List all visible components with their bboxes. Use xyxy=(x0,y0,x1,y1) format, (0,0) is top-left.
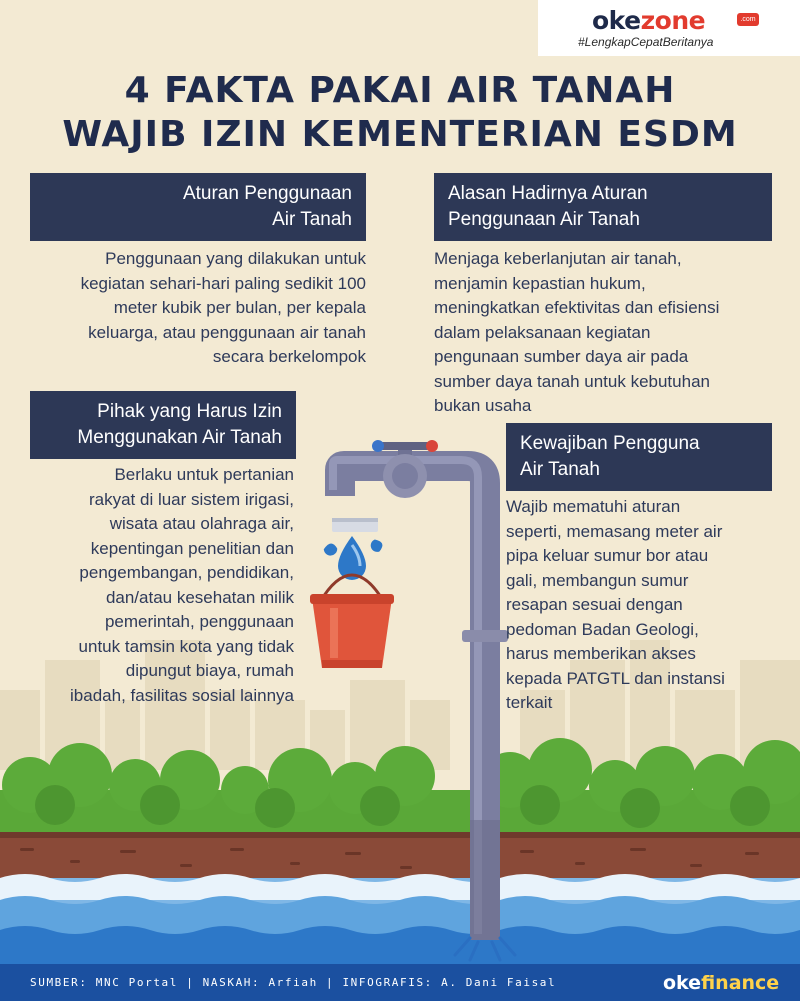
body-line: keluarga, atau penggunaan air tanah xyxy=(88,322,366,342)
body-line: untuk tamsin kota yang tidak xyxy=(78,636,294,656)
body-line: dalam pelaksanaan kegiatan xyxy=(434,322,651,342)
body-line: sumber daya tanah untuk kebutuhan xyxy=(434,371,710,391)
footer-credits: SUMBER: MNC Portal | NASKAH: Arfiah | INFOGRAFIS: A. Dani Faisal xyxy=(30,976,557,989)
body-line: kegiatan sehari-hari paling sedikit 100 xyxy=(80,273,366,293)
heading-line: Pihak yang Harus Izin xyxy=(97,401,282,422)
body-line: dipungut biaya, rumah xyxy=(125,661,294,680)
body-line: pengembangan, pendidikan, xyxy=(79,563,294,582)
logo-tagline: #LengkapCepatBeritanya xyxy=(578,35,714,49)
body-line: pengunaan sumber daya air pada xyxy=(434,347,689,366)
cold-valve-icon xyxy=(372,440,384,452)
section-pihak-heading xyxy=(30,391,296,459)
heading-line: Penggunaan Air Tanah xyxy=(448,209,640,230)
section-alasan-body xyxy=(434,247,719,419)
title-line-2: WAJIB IZIN KEMENTERIAN ESDM xyxy=(62,114,738,155)
logo-zone-text: zone xyxy=(640,6,706,35)
section-aturan-heading xyxy=(30,173,366,241)
title-line-1: 4 FAKTA PAKAI AIR TANAH xyxy=(124,70,676,111)
body-line: pedoman Badan Geologi, xyxy=(506,619,699,639)
heading-line: Kewajiban Pengguna xyxy=(520,433,700,454)
heading-line: Alasan Hadirnya Aturan xyxy=(448,183,648,204)
body-line: harus memberikan akses xyxy=(506,644,696,663)
heading-line: Menggunakan Air Tanah xyxy=(77,427,282,448)
heading-line: Air Tanah xyxy=(520,459,600,480)
body-line: menjamin kepastian hukum, xyxy=(434,273,646,293)
section-kewajiban-body xyxy=(506,495,725,716)
body-line: Penggunaan yang dilakukan untuk xyxy=(105,249,366,268)
logo-oke-text: oke xyxy=(663,972,702,994)
body-line: gali, membangun sumur xyxy=(506,570,689,590)
body-line: kepentingan penelitian dan xyxy=(90,538,294,558)
body-line: Wajib mematuhi aturan xyxy=(506,497,681,516)
okezone-logo[interactable] xyxy=(592,6,705,35)
body-line: meter kubik per bulan, per kepala xyxy=(113,298,366,317)
okefinance-logo[interactable] xyxy=(663,972,779,994)
body-line: wisata atau olahraga air, xyxy=(109,514,294,533)
body-line: ibadah, fasilitas sosial lainnya xyxy=(70,685,294,705)
pipe-joint xyxy=(462,630,508,642)
bucket-icon xyxy=(310,575,394,668)
logo-oke-text: oke xyxy=(592,6,641,35)
body-line: terkait xyxy=(506,693,553,712)
body-line: resapan sesuai dengan xyxy=(506,595,683,614)
heading-line: Aturan Penggunaan xyxy=(182,183,352,204)
body-line: kepada PATGTL dan instansi xyxy=(506,668,725,688)
body-line: bukan usaha xyxy=(434,396,532,415)
logo-com-badge: .com xyxy=(737,13,759,26)
body-line: meningkatkan efektivitas dan efisiensi xyxy=(434,298,720,317)
water-drops xyxy=(322,536,384,580)
section-kewajiban-heading xyxy=(506,423,772,491)
body-line: Berlaku untuk pertanian xyxy=(114,465,294,484)
section-alasan-heading xyxy=(434,173,772,241)
body-line: seperti, memasang meter air xyxy=(506,521,723,541)
body-line: secara berkelompok xyxy=(212,347,366,366)
heading-line: Air Tanah xyxy=(272,209,352,230)
logo-finance-text: finance xyxy=(701,972,780,994)
hot-valve-icon xyxy=(426,440,438,452)
body-line: Menjaga keberlanjutan air tanah, xyxy=(434,249,682,268)
section-aturan-body xyxy=(81,247,366,370)
section-pihak-body xyxy=(70,463,294,708)
body-line: rakyat di luar sistem irigasi, xyxy=(88,489,294,509)
body-line: dan/atau kesehatan milik xyxy=(105,587,294,607)
groundwater xyxy=(0,874,800,968)
soil-layer xyxy=(0,832,800,880)
body-line: pemerintah, penggunaan xyxy=(104,612,294,631)
body-line: pipa keluar sumur bor atau xyxy=(506,546,709,565)
